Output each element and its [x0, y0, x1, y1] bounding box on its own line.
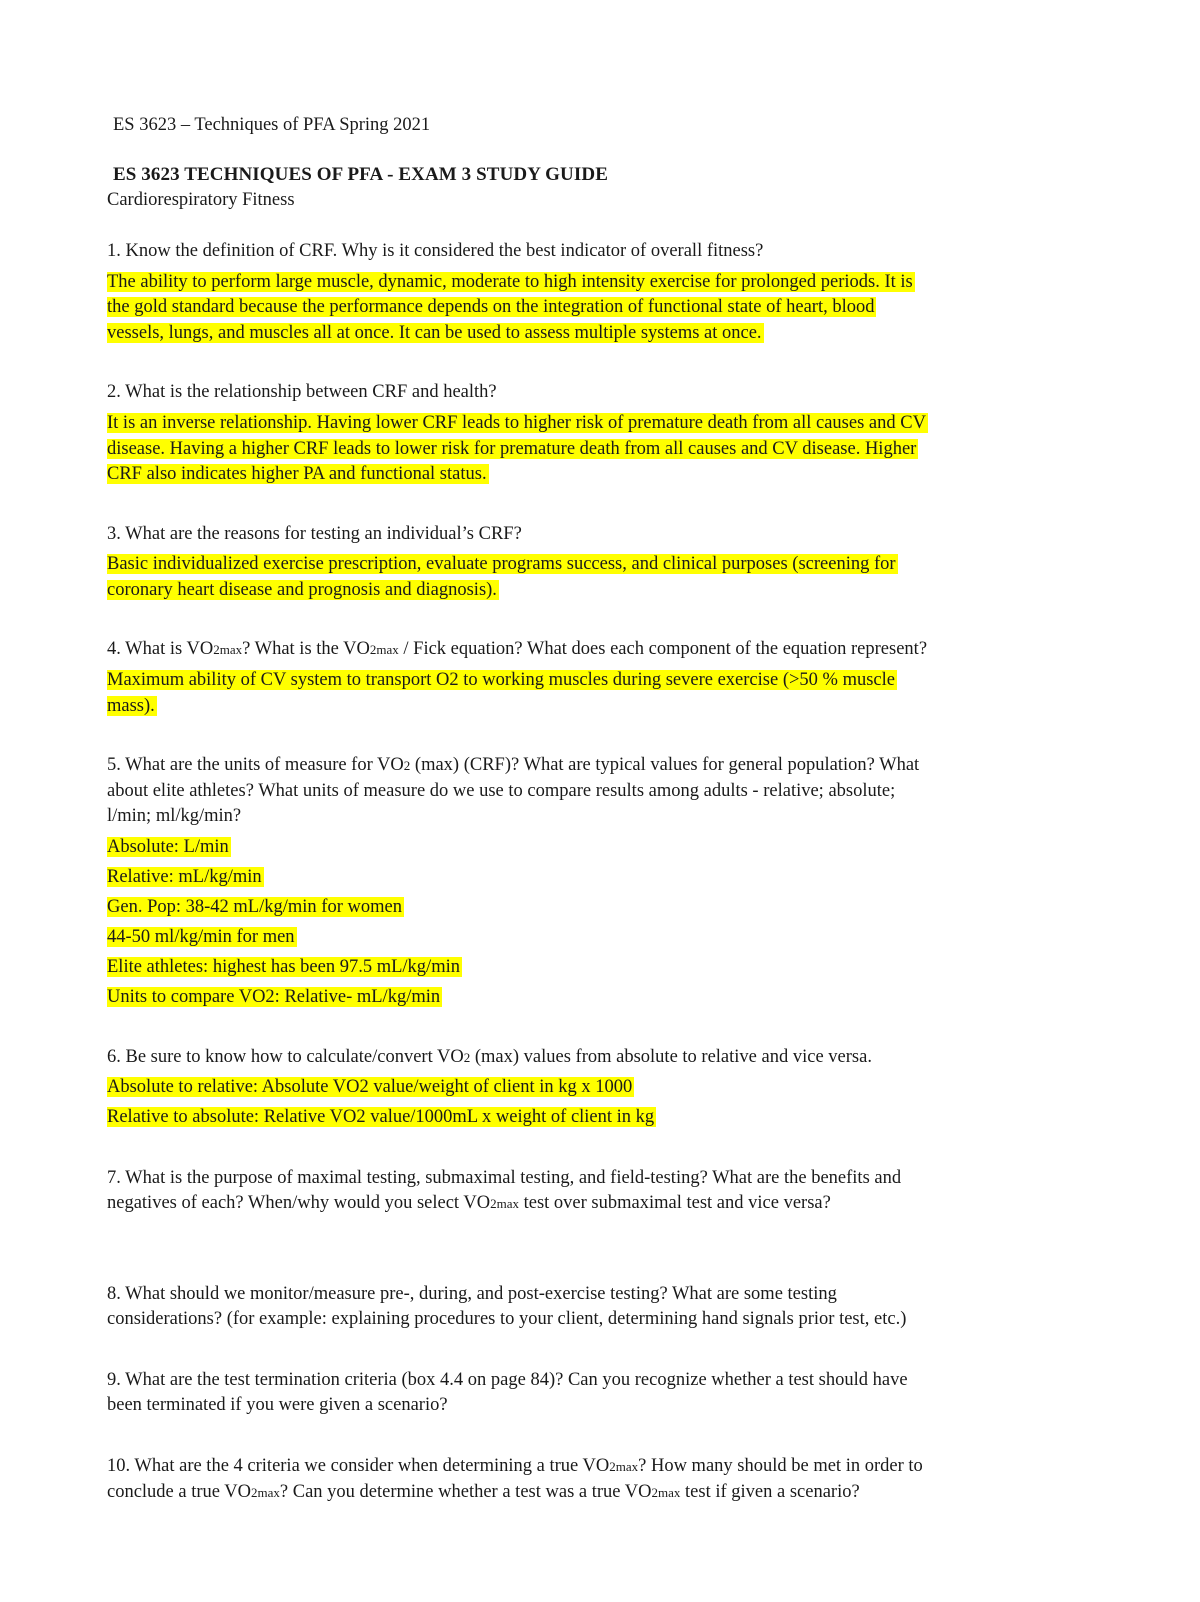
subscript: 2: [403, 758, 411, 773]
highlighted-text: coronary heart disease and prognosis and diagnosis).: [107, 580, 497, 600]
question-text: test over submaximal test and vice versa?: [518, 1193, 831, 1213]
highlighted-text: Basic individualized exercise prescription, evaluate programs success, and clinical purposes (screening for: [107, 554, 896, 574]
highlighted-text: Relative to absolute: Relative VO2 value/1000mL x weight of client in kg: [107, 1107, 655, 1127]
question-5-line-2: about elite athletes? What units of measure do we use to compare results among adults - relative; absolute;: [107, 781, 896, 801]
highlighted-text: 44-50 ml/kg/min for men: [107, 927, 295, 947]
question-text: 5. What are the units of measure for VO: [107, 755, 404, 775]
highlighted-text: mass).: [107, 696, 155, 716]
answer-4-line-2: [107, 694, 157, 718]
highlighted-text: Elite athletes: highest has been 97.5 mL/kg/min: [107, 957, 460, 977]
answer-5-line-2: [107, 865, 264, 889]
document-title: ES 3623 TECHNIQUES OF PFA - EXAM 3 STUDY GUIDE: [113, 164, 608, 185]
question-10-line-2: [107, 1480, 860, 1505]
question-10-line-1: [107, 1454, 923, 1479]
question-text: 4. What is VO: [107, 639, 214, 659]
question-text: 6. Be sure to know how to calculate/convert VO: [107, 1047, 464, 1067]
question-1: 1. Know the definition of CRF. Why is it considered the best indicator of overall fitness?: [107, 241, 764, 261]
highlighted-text: Absolute: L/min: [107, 837, 229, 857]
question-7-line-2: [107, 1191, 831, 1216]
answer-5-line-6: [107, 985, 442, 1009]
answer-3-line-2: [107, 578, 499, 602]
section-heading: Cardiorespiratory Fitness: [107, 190, 295, 210]
answer-6-line-2: [107, 1105, 656, 1129]
subscript: 2max: [251, 1485, 280, 1500]
subscript: 2: [463, 1050, 471, 1065]
highlighted-text: The ability to perform large muscle, dynamic, moderate to high intensity exercise for prolonged periods. It is: [107, 272, 913, 292]
question-8-line-1: 8. What should we monitor/measure pre-, during, and post-exercise testing? What are some testing: [107, 1284, 837, 1304]
subscript: 2max: [369, 642, 399, 657]
answer-1-line-3: [107, 321, 764, 345]
answer-2-line-1: [107, 411, 928, 435]
subscript: 2max: [213, 642, 243, 657]
question-text: conclude a true VO: [107, 1482, 252, 1502]
answer-2-line-3: [107, 462, 489, 486]
subscript: 2max: [651, 1485, 681, 1500]
highlighted-text: vessels, lungs, and muscles all at once. It can be used to assess multiple systems at once.: [107, 323, 762, 343]
question-text: 10. What are the 4 criteria we consider when determining a true VO: [107, 1456, 610, 1476]
highlighted-text: the gold standard because the performance depends on the integration of functional state of heart, blood: [107, 297, 875, 317]
highlighted-text: Absolute to relative: Absolute VO2 value/weight of client in kg x 1000: [107, 1077, 633, 1097]
highlighted-text: disease. Having a higher CRF leads to lower risk for premature death from all causes and CV disease. Higher: [107, 439, 917, 459]
highlighted-text: Maximum ability of CV system to transport O2 to working muscles during severe exercise (>50 % muscle: [107, 670, 895, 690]
highlighted-text: Units to compare VO2: Relative- mL/kg/min: [107, 987, 441, 1007]
answer-6-line-1: [107, 1075, 634, 1099]
question-5-line-3: l/min; ml/kg/min?: [107, 806, 242, 826]
subscript: 2max: [609, 1459, 639, 1474]
answer-3-line-1: [107, 552, 898, 576]
question-text: ? How many should be met in order to: [638, 1456, 923, 1476]
question-text: test if given a scenario?: [680, 1482, 860, 1502]
question-text: negatives of each? When/why would you select VO: [107, 1193, 491, 1213]
question-text: ? Can you determine whether a test was a true VO: [279, 1482, 652, 1502]
highlighted-text: Relative: mL/kg/min: [107, 867, 262, 887]
answer-4-line-1: [107, 668, 897, 692]
highlighted-text: Gen. Pop: 38-42 mL/kg/min for women: [107, 897, 402, 917]
question-8-line-2: considerations? (for example: explaining procedures to your client, determining hand signals prior test, etc.): [107, 1309, 907, 1329]
subscript: 2max: [490, 1196, 519, 1211]
answer-2-line-2: [107, 437, 918, 461]
answer-5-line-1: [107, 835, 231, 859]
question-text: ? What is the VO: [242, 639, 370, 659]
answer-1-line-2: [107, 295, 876, 319]
question-6: [107, 1045, 872, 1070]
answer-1-line-1: [107, 270, 915, 294]
question-2: 2. What is the relationship between CRF and health?: [107, 382, 497, 402]
question-text: (max) (CRF)? What are typical values for general population? What: [410, 755, 920, 775]
question-4: [107, 637, 927, 662]
course-line: ES 3623 – Techniques of PFA Spring 2021: [113, 115, 431, 135]
question-9-line-2: been terminated if you were given a scenario?: [107, 1395, 448, 1415]
question-9-line-1: 9. What are the test termination criteria (box 4.4 on page 84)? Can you recognize whether a test should have: [107, 1370, 908, 1390]
question-text: / Fick equation? What does each component of the equation represent?: [398, 639, 928, 659]
answer-5-line-4: [107, 925, 297, 949]
answer-5-line-5: [107, 955, 462, 979]
question-7-line-1: 7. What is the purpose of maximal testing, submaximal testing, and field-testing? What are the benefits and: [107, 1168, 902, 1188]
highlighted-text: It is an inverse relationship. Having lower CRF leads to higher risk of premature death from all causes and CV: [107, 413, 926, 433]
question-text: (max) values from absolute to relative and vice versa.: [470, 1047, 872, 1067]
answer-5-line-3: [107, 895, 404, 919]
question-3: 3. What are the reasons for testing an individual’s CRF?: [107, 524, 522, 544]
highlighted-text: CRF also indicates higher PA and functional status.: [107, 464, 487, 484]
question-5-line-1: [107, 753, 919, 778]
